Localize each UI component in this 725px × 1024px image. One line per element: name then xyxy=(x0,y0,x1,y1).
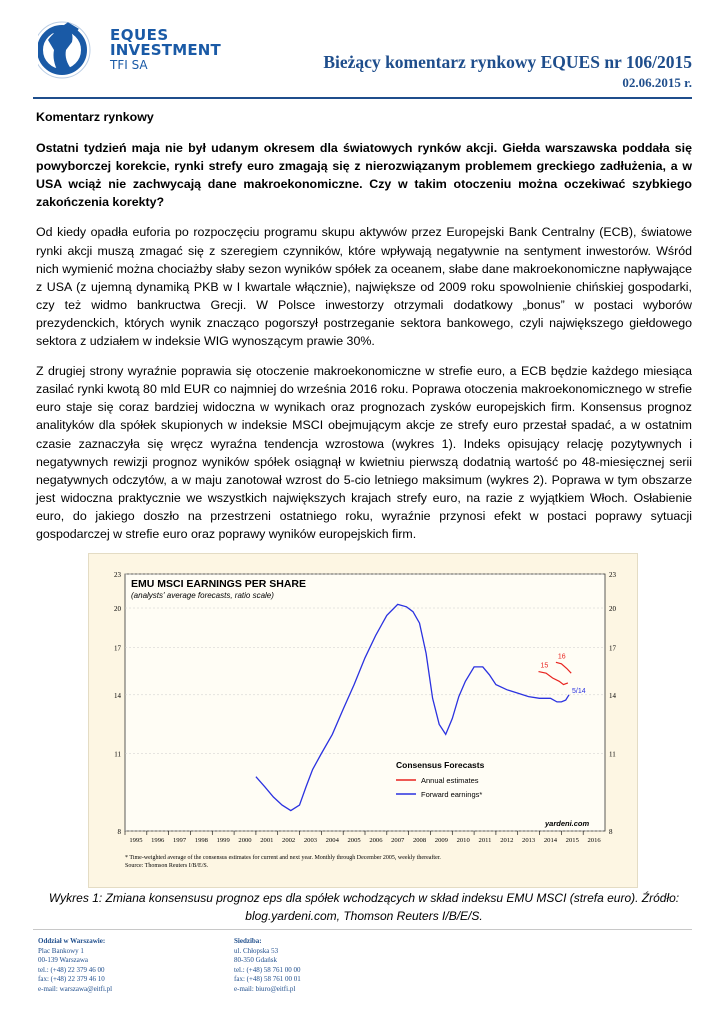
footer-warsaw-title: Oddział w Warszawie: xyxy=(38,937,106,945)
y-tick-label-right: 17 xyxy=(609,644,616,653)
footer-warsaw xyxy=(38,937,112,995)
logo-line1: EQUES xyxy=(110,26,169,44)
x-tick-label: 2008 xyxy=(412,837,427,844)
legend-title: Consensus Forecasts xyxy=(396,760,485,770)
latest-date-label: 5/14 xyxy=(572,687,586,695)
chart-caption: Wykres 1: Zmiana konsensusu prognoz eps dla spółek wchodzących w skład indeksu EMU MSCI (strefa euro). Źródło: blog.yardeni.com, Thomson Reuters I/B/E/S. xyxy=(48,891,680,923)
paragraph-1: Od kiedy opadła euforia po rozpoczęciu programu skupu aktywów przez Europejski Bank Centralny (ECB), światowe rynki akcji muszą zmagać się z szeregiem czynników, które wpływają negatywnie na sentyment inwestorów. Wśród nich wymienić można chociażby słaby sezon wyników spółek za oceanem, słabe dane makroekonomiczne napływające z USA (z ujemną dynamiką PKB w I kwartale włącznie), największe od 2009 roku spowolnienie chińskiej gospodarki, czy też widmo bankructwa Grecji. W Polsce inwestorzy otrzymali dodatkowy „bonus” w postaci wyborów prezydenckich, których wynik znacząco pogorszył postrzeganie sektora bankowego, czyli największego giełdowego sektora z udziałem w indeksie WIG wynoszącym prawie 30%. xyxy=(36,225,692,349)
legend-annual: Annual estimates xyxy=(421,776,479,785)
y-tick-label-left: 17 xyxy=(114,644,121,653)
footer-hq-line: 80-350 Gdańsk xyxy=(234,956,277,965)
chart-subtitle: (analysts' average forecasts, ratio scale) xyxy=(131,591,274,600)
footer-warsaw-line: tel.: (+48) 22 379 46 00 xyxy=(38,965,105,974)
x-ticks xyxy=(125,831,601,844)
logo-wordmark xyxy=(110,28,221,73)
x-tick-label: 1996 xyxy=(151,837,165,844)
logo-line3: TFI SA xyxy=(110,58,148,72)
y-tick-label-left: 14 xyxy=(114,691,121,700)
x-tick-label: 2000 xyxy=(238,837,252,844)
footer-warsaw-line: Plac Bankowy 1 xyxy=(38,946,84,955)
header-divider xyxy=(33,97,692,99)
paragraph-2: Z drugiej strony wyraźnie poprawia się otoczenie makroekonomiczne w strefie euro, a ECB będzie każdego miesiąca zasilać rynki kwotą 80 mld EUR co najmniej do września 2016 roku. Poprawa otoczenia makroekonomicznego w strefie euro staje się coraz bardziej widoczna w wynikach oraz prognozach zysków europejskich firm. Konsensus prognoz analityków dla spółek skupionych w indeksie MSCI obejmującym akcje ze strefy euro przestał spadać, a w ostatnim czasie zaznaczyła się wręcz wyraźna tendencja wzrostowa (wykres 1). Indeks opisujący relację pozytywnych i negatywnych rewizji prognoz wyników spółek osiągnął w kwietniu pierwszą dodatnią wartość po 48-miesięcznej serii negatywnych odczytów, a w maju zanotował wzrost do 5-cio letniego maksimum (wykres 2). Poprawa w tym obszarze jest widoczna praktycznie we wszystkich największych krajach strefy euro, na razie z wyjątkiem Włoch. Osłabienie euro, do jakiego doszło na przestrzeni ostatniego roku, wyraźnie przynosi efekt w postaci poprawy sytuacji gospodarczej w strefie euro oraz poprawy wyników europejskich firm. xyxy=(36,364,692,541)
annual-estimate-label: 16 xyxy=(557,653,566,661)
logo-line2: INVESTMENT xyxy=(110,41,221,59)
plot-area xyxy=(125,574,605,831)
footer-warsaw-email[interactable]: e-mail: warszawa@eitfi.pl xyxy=(38,984,113,993)
chart-footnote-2: Source: Thomson Reuters I/B/E/S. xyxy=(125,863,209,869)
commentary-body xyxy=(36,108,692,555)
x-tick-label: 2016 xyxy=(587,837,601,844)
y-tick-label-right: 8 xyxy=(609,828,613,836)
y-tick-label-right: 14 xyxy=(609,691,616,700)
document-title: Bieżący komentarz rynkowy EQUES nr 106/2015 xyxy=(323,52,692,72)
annual-estimate-label: 15 xyxy=(540,662,549,670)
eps-chart-svg xyxy=(89,554,637,887)
document-date: 02.06.2015 r. xyxy=(622,75,692,90)
x-tick-label: 1999 xyxy=(216,837,230,844)
chart-title: EMU MSCI EARNINGS PER SHARE xyxy=(131,578,307,590)
x-tick-label: 2006 xyxy=(369,837,383,844)
company-logo xyxy=(38,20,221,80)
footer-warsaw-line: fax: (+48) 22 379 46 10 xyxy=(38,975,105,984)
footer-hq xyxy=(234,937,301,995)
footer-divider xyxy=(33,929,692,930)
x-tick-label: 2005 xyxy=(347,837,361,844)
x-tick-label: 1995 xyxy=(129,837,143,844)
y-tick-label-right: 11 xyxy=(609,750,616,759)
lead-paragraph: Ostatni tydzień maja nie był udanym okresem dla światowych rynków akcji. Giełda warszawska poddała się powyborczej korekcie, rynki strefy euro zmagają się z nierozwiązanym problemem greckiego zadłużenia, a w USA wciąż nie zachwycają dane makroekonomiczne. Czy w takim otoczeniu można oczekiwać szybkiego zakończenia korekty? xyxy=(36,141,692,210)
y-tick-label-right: 23 xyxy=(609,571,616,579)
x-tick-label: 2011 xyxy=(478,837,492,844)
x-tick-label: 2003 xyxy=(303,837,318,844)
footer-hq-title: Siedziba: xyxy=(234,937,262,945)
y-tick-label-left: 20 xyxy=(114,605,121,614)
y-tick-label-left: 8 xyxy=(117,828,121,836)
x-tick-label: 2015 xyxy=(565,837,579,844)
chart-footnote-1: * Time-weighted average of the consensus estimates for current and next year. Monthly through December 2005, weekly thereafter. xyxy=(125,855,441,861)
footer-warsaw-line: 00-139 Warszawa xyxy=(38,956,89,965)
source-mark: yardeni.com xyxy=(545,819,590,828)
x-tick-label: 2014 xyxy=(543,837,558,844)
x-tick-label: 2013 xyxy=(522,837,536,844)
footer-hq-line: fax: (+48) 58 761 00 01 xyxy=(234,975,301,984)
x-tick-label: 2004 xyxy=(325,837,339,844)
x-tick-label: 1997 xyxy=(172,837,187,844)
y-tick-label-left: 23 xyxy=(114,571,121,579)
y-tick-label-right: 20 xyxy=(609,605,616,614)
x-tick-label: 2010 xyxy=(456,837,470,844)
x-tick-label: 1998 xyxy=(194,837,208,844)
x-tick-label: 2012 xyxy=(500,837,514,844)
eps-chart xyxy=(88,553,638,888)
y-tick-label-left: 11 xyxy=(114,750,121,759)
footer-hq-line: ul. Chłopska 53 xyxy=(234,946,279,955)
logo-emblem-icon xyxy=(38,20,108,82)
section-title: Komentarz rynkowy xyxy=(36,110,154,124)
x-tick-label: 2007 xyxy=(391,837,405,844)
x-tick-label: 2001 xyxy=(260,837,274,844)
legend-forward: Forward earnings* xyxy=(421,790,483,799)
footer-hq-email[interactable]: e-mail: biuro@eitfi.pl xyxy=(234,984,296,993)
x-tick-label: 2002 xyxy=(282,837,296,844)
x-tick-label: 2009 xyxy=(434,837,448,844)
footer-hq-line: tel.: (+48) 58 761 00 00 xyxy=(234,965,301,974)
